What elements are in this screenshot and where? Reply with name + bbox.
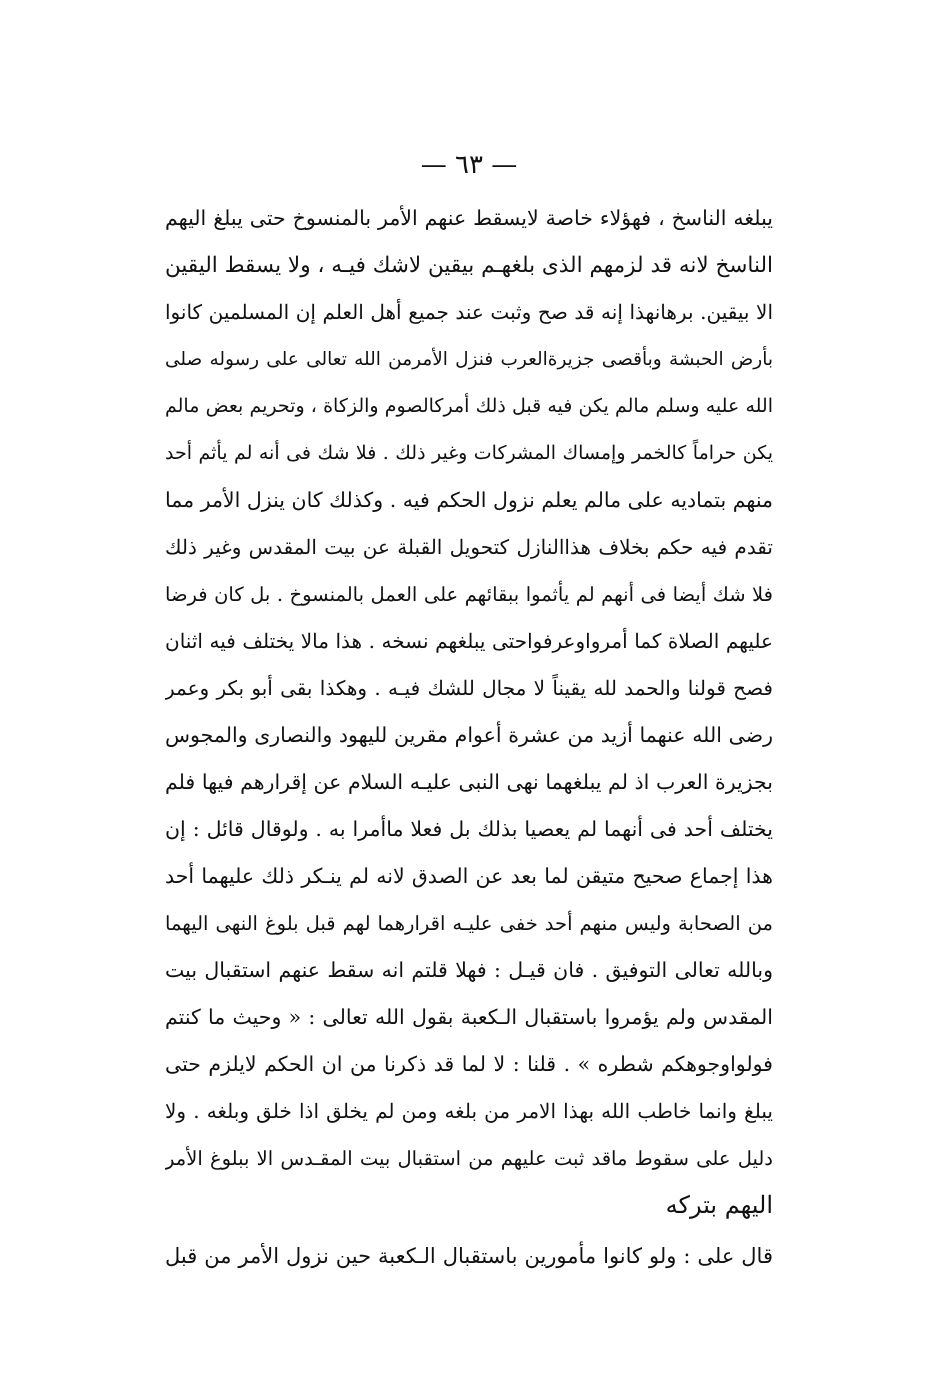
text-line: يختلف أحد فى أنهما لم يعصيا بذلك بل فعلا ماأمرا به . ولوقال قائل : إن [165,817,773,841]
text-line: يبلغ وانما خاطب الله بهذا الامر من بلغه ومن لم يخلق اذا خلق وبلغه . ولا [165,1099,773,1123]
page-number: — ٦٣ — [420,150,518,180]
text-line: الناسخ لانه قد لزمهم الذى بلغهـم بيقين لاشك فيـه ، ولا يسقط اليقين [165,253,773,278]
text-line: هذا إجماع صحيح متيقن لما بعد عن الصدق لانه لم ينـكر ذلك عليهما أحد [165,864,773,888]
text-line: فولواوجوهكم شطره » . قلنا : لا لما قد ذكرنا من ان الحكم لايلزم حتى [165,1052,773,1076]
body-text [165,195,773,1280]
text-line: رضى الله عنهما أزيد من عشرة أعوام مقرين لليهود والنصارى والمجوس [165,723,773,747]
text-line: قال على : ولو كانوا مأمورين باستقبال الـكعبة حين نزول الأمر من قبل [165,1244,773,1268]
text-line: يكن حراماً كالخمر وإمساك المشركات وغير ذلك . فلا شك فى أنه لم يأثم أحد [165,442,773,464]
text-line: عليهم الصلاة كما أمرواوعرفواحتى يبلغهم نسخه . هذا مالا يختلف فيه اثنان [165,629,773,653]
text-line: دليل على سقوط ماقد ثبت عليهم من استقبال بيت المقـدس الا ببلوغ الأمر [165,1147,773,1170]
text-line: فصح قولنا والحمد لله يقيناً لا مجال للشك فيـه . وهكذا بقى أبو بكر وعمر [165,676,773,700]
text-line: الله عليه وسلم مالم يكن فيه قبل ذلك أمركالصوم والزكاة ، وتحريم بعض مالم [165,395,773,417]
text-line: تقدم فيه حكم بخلاف هذاالنازل كتحويل القبلة عن بيت المقدس وغير ذلك [165,535,773,559]
text-line: يبلغه الناسخ ، فهؤلاء خاصة لايسقط عنهم الأمر بالمنسوخ حتى يبلغ اليهم [165,206,773,230]
text-line: اليهم بتركه [665,1191,773,1219]
text-line: الا بيقين. برهانهذا إنه قد صح وثبت عند جميع أهل العلم إن المسلمين كانوا [165,300,773,324]
text-line: وبالله تعالى التوفيق . فان قيـل : فهلا قلتم انه سقط عنهم استقبال بيت [165,958,773,982]
text-line: فلا شك أيضا فى أنهم لم يأثموا ببقائهم على العمل بالمنسوخ . بل كان فرضا [165,583,773,606]
text-line: بجزيرة العرب اذ لم يبلغهما نهى النبى عليـه السلام عن إقرارهم فيها فلم [165,770,773,794]
text-line: من الصحابة وليس منهم أحد خفى عليـه اقرارهما لهم قبل بلوغ النهى اليهما [165,912,773,935]
text-line: المقدس ولم يؤمروا باستقبال الـكعبة بقول الله تعالى : « وحيث ما كنتم [165,1005,773,1029]
text-line: منهم بتماديه على مالم يعلم نزول الحكم فيه . وكذلك كان ينزل الأمر مما [165,488,773,512]
text-line: بأرض الحبشة وبأقصى جزيرةالعرب فنزل الأمرمن الله تعالى على رسوله صلى [165,349,773,370]
